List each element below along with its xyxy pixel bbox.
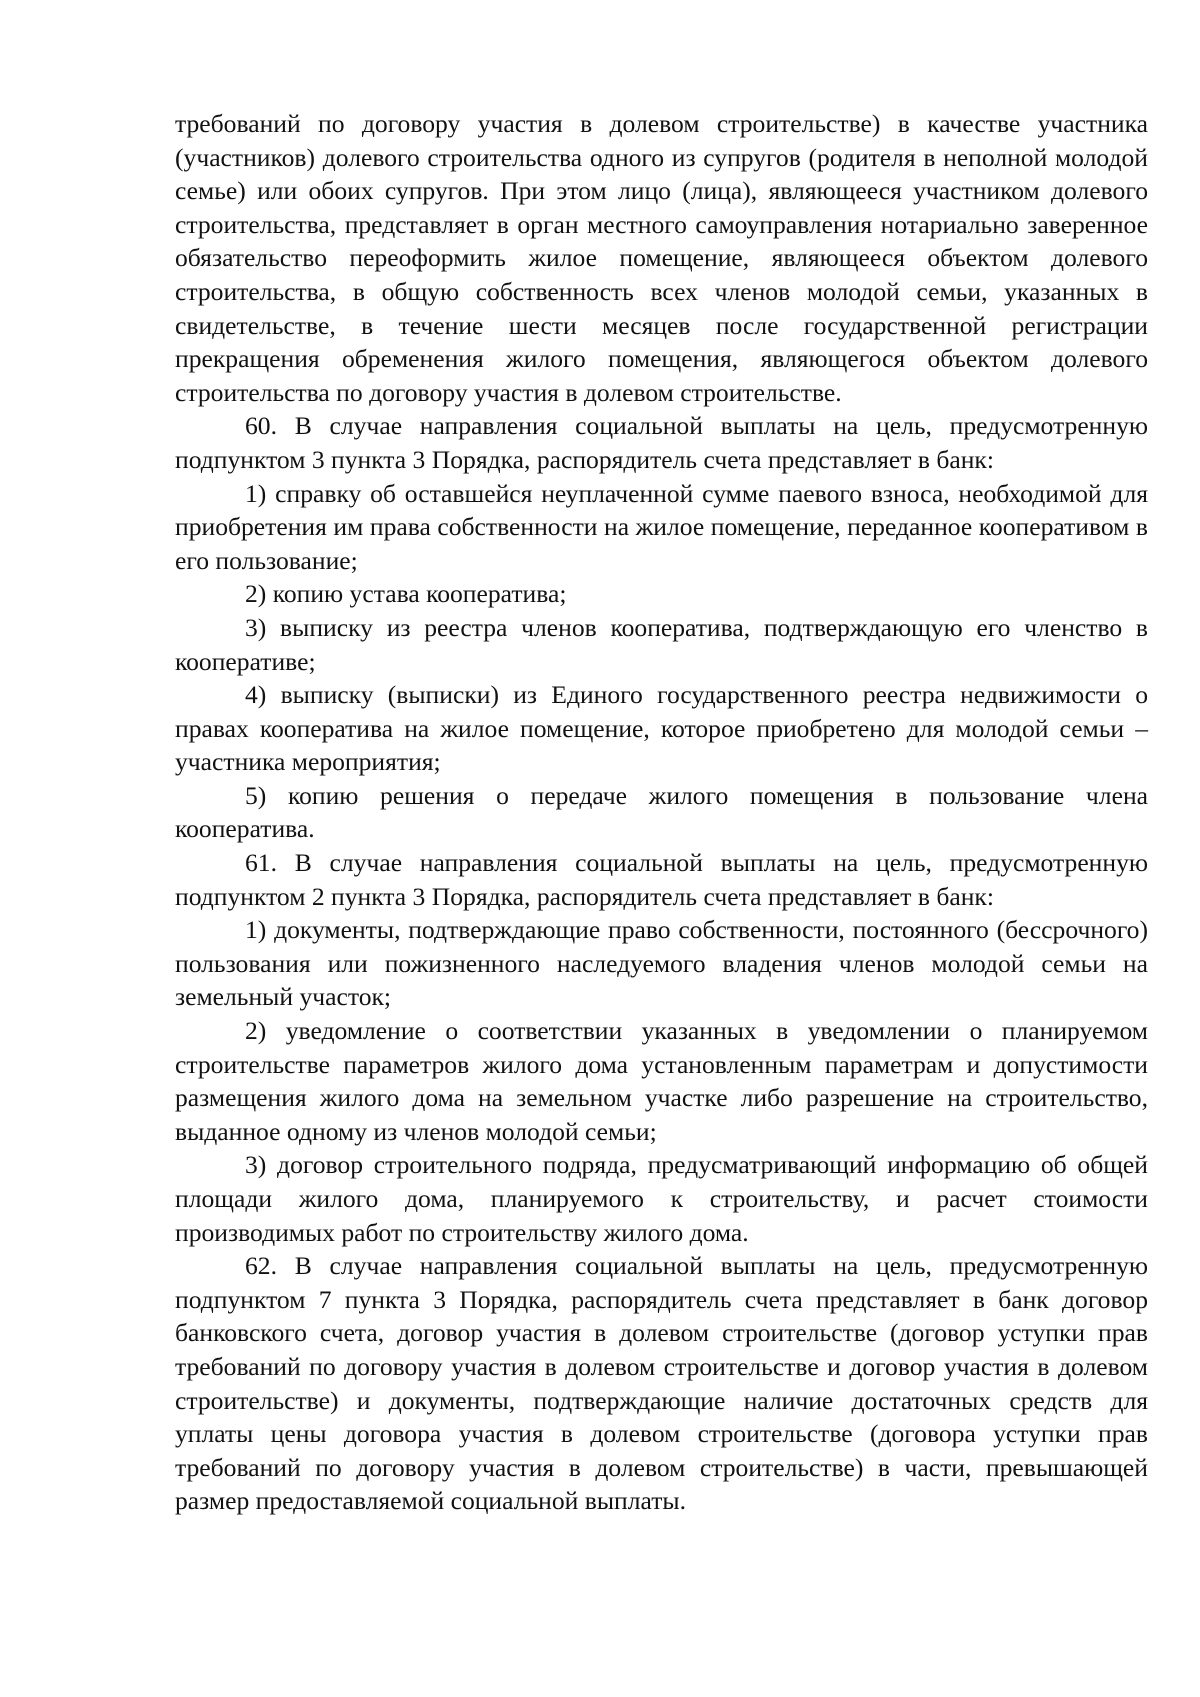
- paragraph-clause-60-item-4: 4) выписку (выписки) из Единого государственного реестра недвижимости о правах кооператива на жилое помещение, которое приобретено для молодой семьи – участника мероприятия;: [175, 680, 1148, 777]
- paragraph-clause-60-item-2: 2) копию устава кооператива;: [245, 579, 567, 609]
- paragraph-clause-61-item-1: 1) документы, подтверждающие право собственности, постоянного (бессрочного) пользования или пожизненного наследуемого владения членов молодой семьи на земельный участок;: [175, 915, 1148, 1012]
- paragraph-clause-61-item-3: 3) договор строительного подряда, предусматривающий информацию об общей площади жилого дома, планируемого к строительству, и расчет стоимости производимых работ по строительству жилого дома.: [175, 1150, 1148, 1247]
- paragraph-clause-62: 62. В случае направления социальной выплаты на цель, предусмотренную подпунктом 7 пункта 3 Порядка, распорядитель счета представляет в банк договор банковского счета, договор участия в долевом строительстве (договор уступки прав требований по договору участия в долевом строительстве и договор участия в долевом строительстве) и документы, подтверждающие наличие достаточных средств для уплаты цены договора участия в долевом строительстве (договора уступки прав требований по договору участия в долевом строительстве) в части, превышающей размер предоставляемой социальной выплаты.: [175, 1251, 1148, 1516]
- paragraph-clause-61: 61. В случае направления социальной выплаты на цель, предусмотренную подпунктом 2 пункта 3 Порядка, распорядитель счета представляет в банк:: [175, 848, 1148, 911]
- paragraph-clause-60-item-3: 3) выписку из реестра членов кооператива, подтверждающую его членство в кооперативе;: [175, 612, 1148, 676]
- document-body: [175, 107, 1148, 1518]
- paragraph-continuation: требований по договору участия в долевом строительстве) в качестве участника (участников) долевого строительства одного из супругов (родителя в неполной молодой семье) или обоих супругов. При этом лицо (лица), являющееся участником долевого строительства, представляет в орган местного самоуправления нотариально заверенное обязательство переоформить жилое помещение, являющееся объектом долевого строительства, в общую собственность всех членов молодой семьи, указанных в свидетельстве, в течение шести месяцев после государственной регистрации прекращения обременения жилого помещения, являющегося объектом долевого строительства по договору участия в долевом строительстве.: [175, 109, 1148, 407]
- paragraph-clause-60: 60. В случае направления социальной выплаты на цель, предусмотренную подпунктом 3 пункта 3 Порядка, распорядитель счета представляет в банк:: [175, 411, 1148, 474]
- paragraph-clause-60-item-1: 1) справку об оставшейся неуплаченной сумме паевого взноса, необходимой для приобретения им права собственности на жилое помещение, переданное кооперативом в его пользование;: [175, 478, 1148, 575]
- paragraph-clause-61-item-2: 2) уведомление о соответствии указанных в уведомлении о планируемом строительстве параметров жилого дома установленным параметрам и допустимости размещения жилого дома на земельном участке либо разрешение на строительство, выданное одному из членов молодой семьи;: [175, 1016, 1148, 1146]
- paragraph-clause-60-item-5: 5) копию решения о передаче жилого помещения в пользование члена кооператива.: [175, 780, 1148, 844]
